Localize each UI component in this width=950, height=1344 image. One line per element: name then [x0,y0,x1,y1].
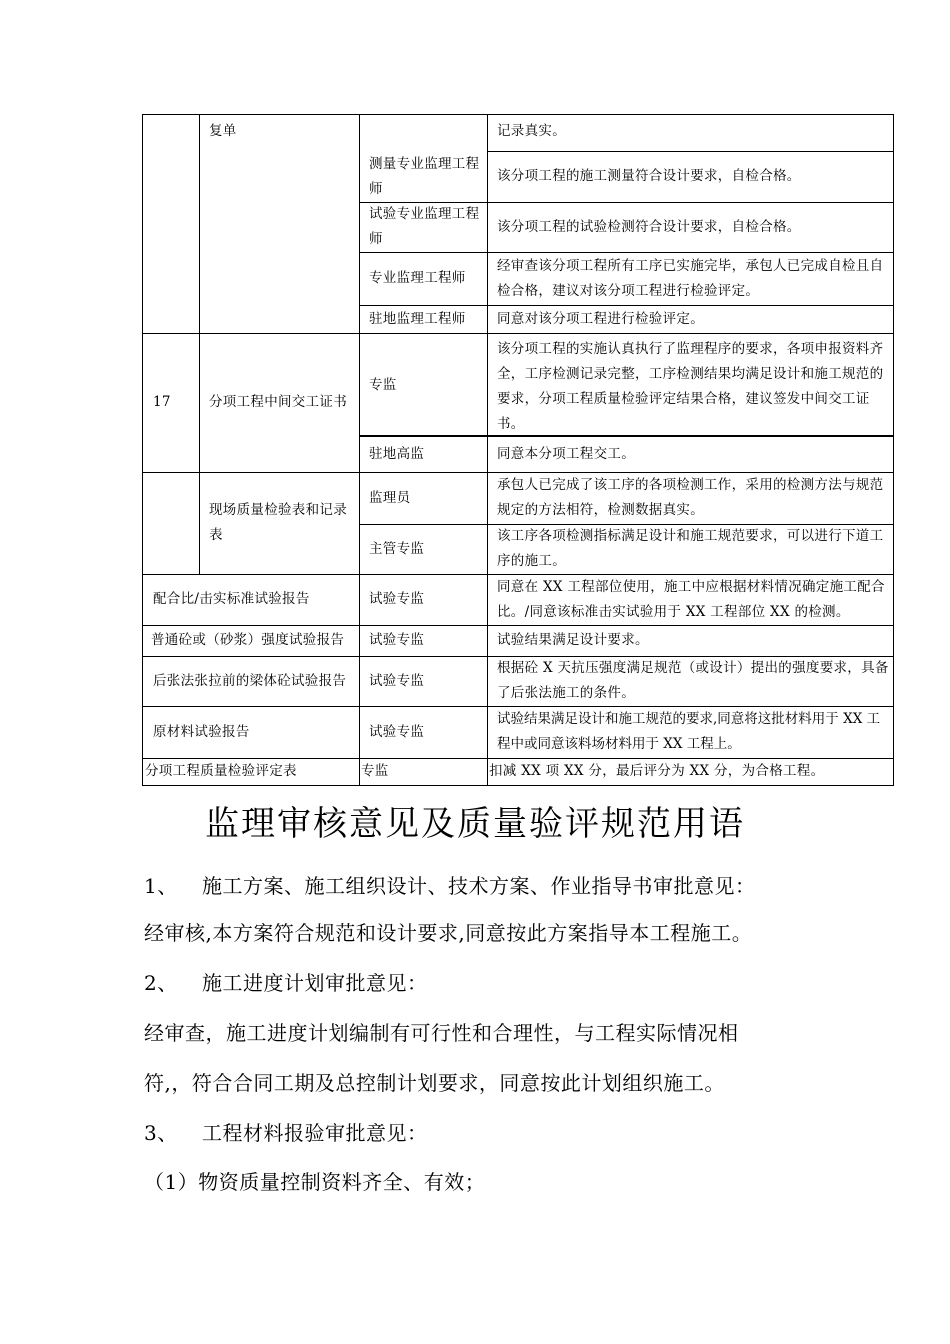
table-cell-opinion: 试验结果满足设计和施工规范的要求,同意将这批材料用于 XX 工程中或同意该料场材料用于 XX 工程上。 [497,711,881,752]
paragraph: 符,，符合合同工期及总控制计划要求，同意按此计划组织施工。 [144,1071,725,1095]
table-cell-role: 试验专监 [369,672,425,689]
table-cell-role: 主管专监 [369,540,425,557]
table-cell-opinion: 记录真实。 [497,123,566,139]
paragraph [144,967,428,996]
table-cell-role: 测量专业监理工程师 [369,155,480,197]
table-cell-opinion: 同意对该分项工程进行检验评定。 [497,310,704,327]
table-cell-item: 原材料试验报告 [153,723,250,740]
table-cell-number: 17 [153,394,171,410]
paragraph: 经审核,本方案符合规范和设计要求,同意按此方案指导本工程施工。 [144,921,753,945]
table-cell-opinion: 该工序各项检测指标满足设计和施工规范要求，可以进行下道工序的施工。 [497,528,884,569]
page-heading: 监理审核意见及质量验评规范用语 [205,804,745,844]
grid-line [487,115,488,785]
table-cell-opinion: 该分项工程的实施认真执行了监理程序的要求，各项申报资料齐全，工序检测记录完整，工序检测结果均满足设计和施工规范的要求，分项工程质量检验评定结果合格，建议签发中间交工证书。 [497,341,884,432]
table-cell-item: 复单 [209,123,237,139]
table-cell-role: 试验专监 [369,632,425,648]
table-cell-role: 试验专业监理工程师 [369,206,480,247]
table-cell-opinion: 扣减 XX 项 XX 分，最后评分为 XX 分，为合格工程。 [489,763,825,779]
table-cell-opinion: 同意本分项工程交工。 [497,446,635,462]
paragraph: 经审查，施工进度计划编制有可行性和合理性，与工程实际情况相 [144,1021,739,1045]
table-cell-opinion: 该分项工程的施工测量符合设计要求，自检合格。 [497,168,801,184]
grid-line [199,472,200,574]
table-cell-item: 分项工程中间交工证书 [209,394,347,410]
item-number: 3、 [144,1121,178,1145]
grid-line [199,115,200,472]
table-cell-role: 专监 [369,377,397,393]
grid-line [359,115,360,785]
review-table [142,114,894,786]
item-number: 2、 [144,971,178,995]
table-cell-role: 驻地高监 [369,446,425,462]
paragraph-text: 施工方案、施工组织设计、技术方案、作业指导书审批意见： [202,874,756,898]
table-cell-item: 后张法张拉前的梁体砼试验报告 [153,672,347,689]
table-cell-role: 试验专监 [369,591,425,607]
table-cell-opinion: 同意在 XX 工程部位使用，施工中应根据材料情况确定施工配合比。/同意该标准击实试验用于 XX 工程部位 XX 的检测。 [497,578,885,620]
table-cell-item: 现场质量检验表和记录表 [209,502,347,543]
table-cell-opinion: 该分项工程的试验检测符合设计要求，自检合格。 [497,218,801,235]
table-cell-item: 分项工程质量检验评定表 [145,763,297,779]
table-cell-role: 试验专监 [369,723,425,740]
table-cell-opinion: 试验结果满足设计要求。 [497,632,649,648]
paragraph-text: 工程材料报验审批意见： [202,1121,428,1145]
table-cell-role: 监理员 [369,489,411,506]
table-cell-opinion: 经审查该分项工程所有工序已实施完毕，承包人已完成自检且自检合格，建议对该分项工程进行检验评定。 [497,257,884,299]
table-cell-item: 配合比/击实标准试验报告 [153,591,310,607]
item-number: 1、 [144,874,178,898]
table-cell-role: 专监 [361,763,389,779]
paragraph [144,870,756,899]
table-cell-opinion: 承包人已完成了该工序的各项检测工作，采用的检测方法与规范规定的方法相符，检测数据真实。 [497,477,884,518]
paragraph-text: 施工进度计划审批意见： [202,971,428,995]
table-cell-opinion: 根据砼 X 天抗压强度满足规范（或设计）提出的强度要求，具备了后张法施工的条件。 [497,660,889,701]
paragraph [144,1117,428,1146]
table-cell-role: 专业监理工程师 [369,270,466,286]
table-cell-item: 普通砼或（砂浆）强度试验报告 [151,632,345,648]
table-cell-role: 驻地监理工程师 [369,310,466,327]
paragraph: （1）物资质量控制资料齐全、有效； [144,1170,486,1194]
